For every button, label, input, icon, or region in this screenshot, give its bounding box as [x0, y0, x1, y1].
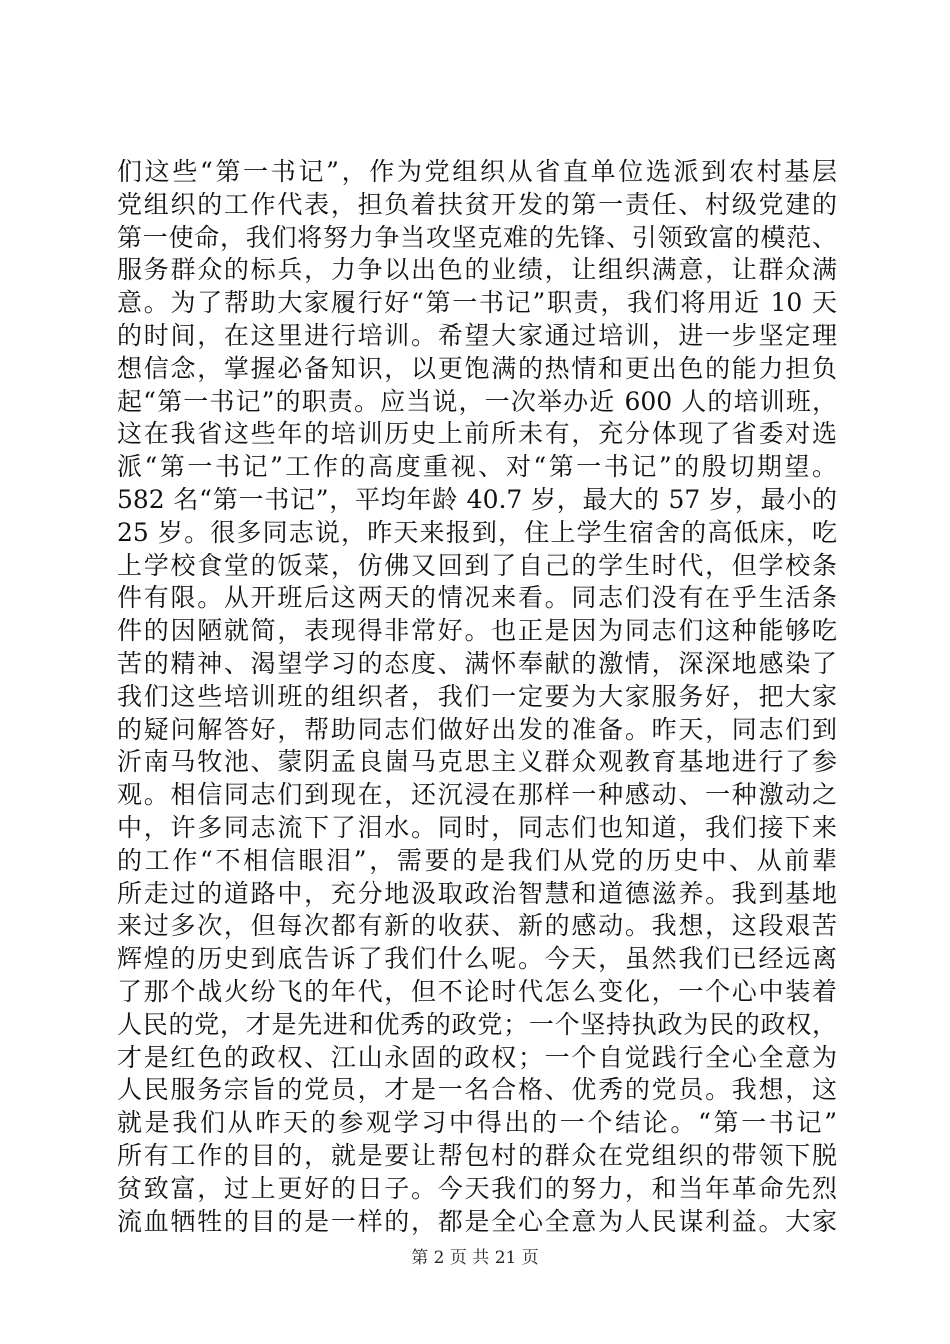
text-line: 就是我们从昨天的参观学习中得出的一个结论。“第一书记” — [117, 1108, 837, 1138]
text-line: 沂南马牧池、蒙阴孟良崮马克思主义群众观教育基地进行了参 — [117, 747, 837, 777]
text-line: 件有限。从开班后这两天的情况来看。同志们没有在乎生活条 — [117, 583, 837, 613]
text-line: 派“第一书记”工作的高度重视、对“第一书记”的殷切期望。 — [117, 452, 837, 482]
text-line: 的时间，在这里进行培训。希望大家通过培训，进一步坚定理 — [117, 320, 837, 350]
text-line: 上学校食堂的饭菜，仿佛又回到了自己的学生时代，但学校条 — [117, 550, 837, 580]
text-line: 人民服务宗旨的党员，才是一名合格、优秀的党员。我想，这 — [117, 1075, 837, 1105]
text-line: 苦的精神、渴望学习的态度、满怀奉献的激情，深深地感染了 — [117, 648, 837, 678]
text-line: 所有工作的目的，就是要让帮包村的群众在党组织的带领下脱 — [117, 1140, 837, 1170]
body-text — [117, 156, 837, 1238]
text-line: 来过多次，但每次都有新的收获、新的感动。我想，这段艰苦 — [117, 911, 837, 941]
text-line: 件的因陋就简，表现得非常好。也正是因为同志们这种能够吃 — [117, 616, 837, 646]
text-line: 意。为了帮助大家履行好“第一书记”职责，我们将用近 10 天 — [117, 288, 837, 318]
text-line: 起“第一书记”的职责。应当说，一次举办近 600 人的培训班， — [117, 386, 837, 416]
text-line: 观。相信同志们到现在，还沉浸在那样一种感动、一种激动之 — [117, 780, 837, 810]
text-line: 25 岁。很多同志说，昨天来报到，住上学生宿舍的高低床，吃 — [117, 517, 837, 547]
page-number-label: 第 2 页 共 21 页 — [411, 1248, 539, 1268]
text-line: 想信念，掌握必备知识，以更饱满的热情和更出色的能力担负 — [117, 353, 837, 383]
text-line: 才是红色的政权、江山永固的政权；一个自觉践行全心全意为 — [117, 1042, 837, 1072]
text-line: 的工作“不相信眼泪”，需要的是我们从党的历史中、从前辈 — [117, 845, 837, 875]
text-line: 党组织的工作代表，担负着扶贫开发的第一责任、村级党建的 — [117, 189, 837, 219]
text-line: 人民的党，才是先进和优秀的政党；一个坚持执政为民的政权， — [117, 1009, 837, 1039]
text-line: 中，许多同志流下了泪水。同时，同志们也知道，我们接下来 — [117, 812, 837, 842]
text-line: 们这些“第一书记”，作为党组织从省直单位选派到农村基层 — [117, 157, 837, 186]
text-line: 第一使命，我们将努力争当攻坚克难的先锋、引领致富的模范、 — [117, 222, 837, 252]
text-line: 贫致富，过上更好的日子。今天我们的努力，和当年革命先烈 — [117, 1173, 837, 1203]
text-line: 流血牺牲的目的是一样的，都是全心全意为人民谋利益。大家 — [117, 1206, 837, 1236]
text-line: 所走过的道路中，充分地汲取政治智慧和道德滋养。我到基地 — [117, 878, 837, 908]
text-line: 服务群众的标兵，力争以出色的业绩，让组织满意，让群众满 — [117, 255, 837, 285]
text-line: 的疑问解答好，帮助同志们做好出发的准备。昨天，同志们到 — [117, 714, 837, 744]
text-line: 582 名“第一书记”，平均年龄 40.7 岁，最大的 57 岁，最小的 — [117, 484, 837, 514]
text-line: 辉煌的历史到底告诉了我们什么呢。今天，虽然我们已经远离 — [117, 944, 837, 974]
text-line: 我们这些培训班的组织者，我们一定要为大家服务好，把大家 — [117, 681, 837, 711]
text-line: 这在我省这些年的培训历史上前所未有，充分体现了省委对选 — [117, 419, 837, 449]
text-line: 了那个战火纷飞的年代，但不论时代怎么变化，一个心中装着 — [117, 976, 837, 1006]
page-footer — [0, 1243, 950, 1268]
